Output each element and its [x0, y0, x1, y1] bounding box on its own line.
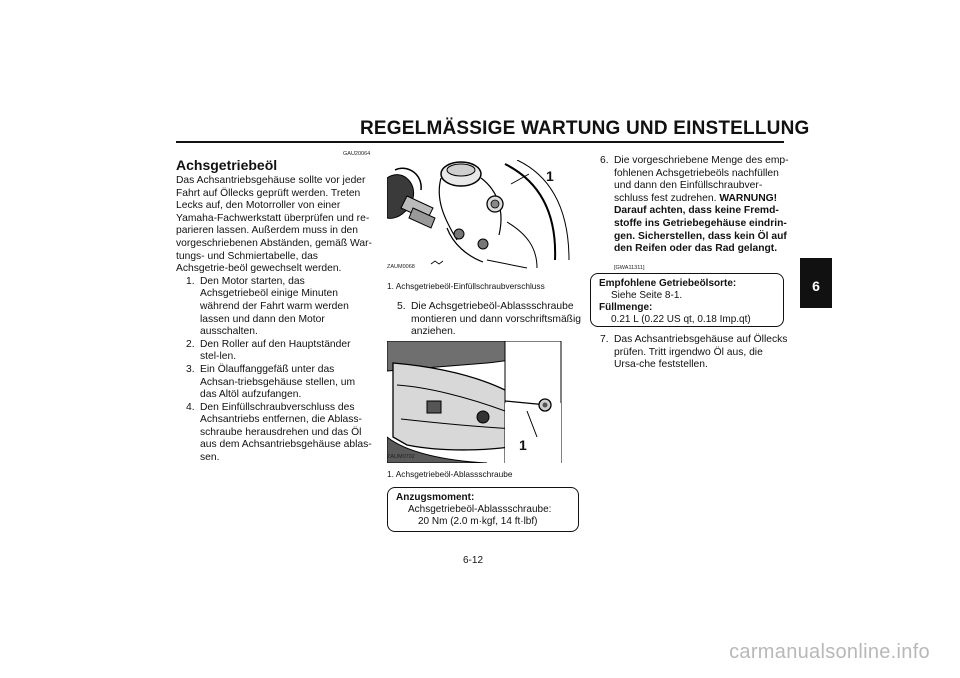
- drain-bolt-photo: [387, 341, 577, 463]
- filler-cap-caption: 1. Achsgetriebeöl-Einfüllschraubverschluss: [387, 281, 545, 291]
- list-item: 3. Ein Ölauffanggefäß unter das Achsan-triebsgehäuse stellen, um das Altöl aufzufangen.: [186, 363, 356, 401]
- left-column: [176, 175, 372, 465]
- callout-number: 1: [519, 437, 527, 453]
- list-item: 7. Das Achsantriebsgehäuse auf Öllecks prüfen. Tritt irgendwo Öl aus, die Ursa-che feststellen.: [600, 334, 788, 371]
- capacity-label: Füllmenge:: [599, 302, 653, 313]
- section-code: GAU20064: [343, 151, 371, 157]
- warning-text: WARNUNG! Darauf achten, dass keine Fremd-stoffe ins Getriebegehäuse eindrin-gen. Sicherstellen, dass kein Öl auf den Reifen oder das Rad gelangt.: [614, 192, 787, 255]
- list-item: 6. Die vorgeschriebene Menge des emp-fohlenen Achsgetriebeöls nachfüllen und dann den Einfüllschraubver-schluss fest zudrehen. WARNUNG! Darauf achten, dass keine Fremd-stoffe ins Getriebegehäuse eindrin-gen. Sicherstellen, dass kein Öl auf den Reifen oder das Rad gelangt.: [600, 155, 789, 255]
- list-item: 4. Den Einfüllschraubverschluss des Achsantriebs entfernen, die Ablass-schraube herausdrehen und das Öl aus dem Achsantriebsgehäuse ablas-sen.: [186, 401, 372, 464]
- header-rule: [176, 141, 784, 143]
- chapter-tab: 6: [800, 258, 832, 308]
- intro-paragraph: Das Achsantriebsgehäuse sollte vor jeder Fahrt auf Öllecks geprüft werden. Treten Lecks auf, den Motorroller von einer Yamaha-Fachwerkstatt überprüfen und re-parieren lassen. Außerdem muss in den vorgeschriebenen Abständen, gemäß War-tungs- und Schmiertabelle, das Achsgetrie-beöl gewechselt werden.: [176, 175, 372, 275]
- torque-item: Achsgetriebeöl-Ablassschraube:: [408, 504, 552, 515]
- steps-list: [176, 276, 372, 465]
- oil-spec-box: [590, 273, 784, 327]
- drain-bolt-caption: 1. Achsgetriebeöl-Ablassschraube: [387, 469, 513, 479]
- oil-type-value: Siehe Seite 8-1.: [611, 290, 683, 301]
- step-6: [590, 155, 790, 274]
- section-heading: Achsgetriebeöl: [176, 157, 278, 173]
- list-item: 5. Die Achsgetriebeöl-Ablassschraube montieren und dann vorschriftsmäßig anziehen.: [397, 301, 581, 338]
- callout-number: 1: [546, 168, 554, 184]
- photo-code: ZAUM0068: [387, 264, 415, 270]
- photo-code: ZAUM0702: [387, 454, 415, 460]
- warning-code: [GWA11311]: [614, 264, 645, 271]
- site-watermark: carmanualsonline.info: [729, 641, 930, 663]
- torque-value: 20 Nm (2.0 m·kgf, 14 ft·lbf): [418, 516, 538, 527]
- page-title: REGELMÄSSIGE WARTUNG UND EINSTELLUNG: [360, 118, 810, 139]
- step-7: [590, 334, 790, 372]
- drain-bolt-illustration: [387, 341, 577, 463]
- torque-label: Anzugsmoment:: [396, 492, 475, 503]
- step-5: [387, 301, 583, 339]
- oil-type-label: Empfohlene Getriebeölsorte:: [599, 278, 737, 289]
- page-number: 6-12: [463, 555, 484, 566]
- filler-cap-photo: [387, 160, 577, 272]
- torque-spec-box: [387, 487, 579, 532]
- list-item: 2. Den Roller auf den Hauptständer stel-len.: [186, 338, 351, 363]
- capacity-value: 0.21 L (0.22 US qt, 0.18 Imp.qt): [611, 314, 751, 325]
- list-item: 1. Den Motor starten, das Achsgetriebeöl einige Minuten während der Fahrt warm werden lassen und dann den Motor ausschalten.: [186, 275, 349, 338]
